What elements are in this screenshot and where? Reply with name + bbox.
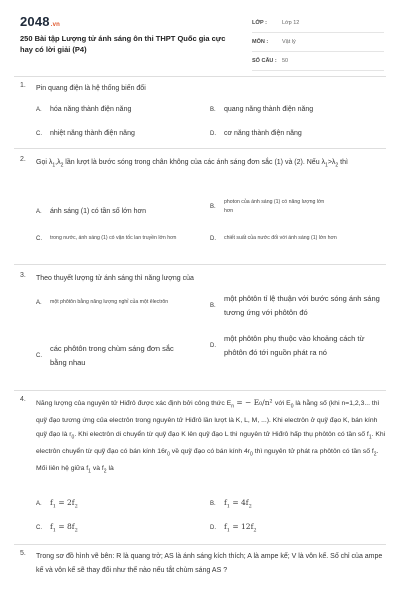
option-letter: C. xyxy=(36,353,42,359)
option-letter: C. xyxy=(36,130,42,137)
option-d[interactable] xyxy=(210,332,386,360)
divider xyxy=(14,76,386,77)
option-c[interactable] xyxy=(36,234,208,243)
option-b[interactable] xyxy=(210,104,313,115)
option-c[interactable] xyxy=(36,342,208,370)
meta-value: 50 xyxy=(282,58,289,64)
logo-suffix: .vn xyxy=(50,22,61,28)
question-4 xyxy=(20,396,388,479)
question-1 xyxy=(20,82,388,97)
option-formula: $f_1 = 8f_2$ xyxy=(50,522,78,534)
option-a[interactable] xyxy=(36,298,208,307)
option-text: nhiệt năng thành điện năng xyxy=(50,130,135,137)
divider xyxy=(14,390,386,391)
option-letter: A. xyxy=(36,208,42,215)
meta-label: SỐ CÂU : xyxy=(252,58,277,64)
document-header xyxy=(0,0,400,76)
option-d[interactable] xyxy=(210,522,257,534)
option-letter: D. xyxy=(210,235,216,242)
option-letter: C. xyxy=(36,524,42,531)
divider xyxy=(14,148,386,149)
option-letter: C. xyxy=(36,235,42,242)
option-letter: B. xyxy=(210,303,216,309)
question-1-options xyxy=(36,104,386,144)
option-formula: $f_1 = 2f_2$ xyxy=(50,498,78,510)
meta-label: LỚP : xyxy=(252,20,267,26)
option-letter: B. xyxy=(210,500,216,507)
question-text: Pin quang điện là hệ thống biến đổi xyxy=(36,85,146,92)
option-text: ánh sáng (1) có tần số lớn hơn xyxy=(50,208,146,215)
question-number: 2. xyxy=(20,156,26,163)
option-formula: $f_1 = 12f_2$ xyxy=(224,522,257,534)
question-5 xyxy=(20,550,388,577)
option-letter: A. xyxy=(36,500,42,507)
meta-row-question-count xyxy=(252,52,384,71)
energy-formula: = − E₀/n² xyxy=(233,398,275,407)
question-3 xyxy=(20,272,388,287)
question-number: 5. xyxy=(20,550,26,557)
option-a[interactable] xyxy=(36,104,131,115)
option-d[interactable] xyxy=(210,234,386,243)
option-letter: D. xyxy=(210,343,216,349)
option-d[interactable] xyxy=(210,128,302,139)
question-number: 1. xyxy=(20,82,26,89)
meta-label: MÔN : xyxy=(252,39,269,45)
question-text: Gọi $\lambda_1,\lambda_2$ lần lượt là bước sóng trong chân không của các ánh sáng đơn sắc (1) và (2). Nếu $\lambda_1>\lambda_2$ thì xyxy=(36,159,348,169)
question-text: Năng lượng của nguyên tử Hiđrô được xác định bởi công thức $E_n$ = − E₀/n² với $E_0$ là hằng số (khi n=1,2,3... thì quỹ đạo tương ứng của electrôn trong nguyên tử Hiđrô lần lượt là K, L, M, ...). Khi electrôn ở quỹ đạo K, bán kính quỹ đạo là $r_0$. Khi electrôn di chuyển từ quỹ đạo K lên quỹ đạo L thì nguyên tử Hiđrô hấp thụ phôtôn có tần số $f_1$. Khi electrôn chuyển từ quỹ đạo có bán kính $16r_0$ về quỹ đạo có bán kính $4r_0$ thì nguyên tử phát ra phôtôn có tần số $f_2$. Mối liên hệ giữa $f_1$ và $f_2$ là xyxy=(36,398,386,475)
document-meta xyxy=(252,14,384,71)
divider xyxy=(14,544,386,545)
question-number: 3. xyxy=(20,272,26,279)
question-text: Trong sơ đồ hình vẽ bên: R là quang trở; AS là ánh sáng kích thích; A là ampe kế; V là vôn kế. Số chỉ của ampe kế và vôn kế sẽ thay đổi như thế nào nếu tắt chùm sáng AS ? xyxy=(36,553,383,574)
option-text: một phôtôn phụ thuộc vào khoảng cách từ phôtôn đó tới nguồn phát ra nó xyxy=(224,334,365,357)
question-3-options xyxy=(36,292,386,382)
question-4-options xyxy=(36,498,386,538)
divider xyxy=(14,264,386,265)
meta-row-class xyxy=(252,14,384,33)
question-number: 4. xyxy=(20,396,26,403)
option-letter: B. xyxy=(210,106,216,113)
site-logo[interactable] xyxy=(20,14,60,29)
meta-value: Lớp 12 xyxy=(282,20,300,26)
option-a[interactable] xyxy=(36,206,146,217)
option-letter: D. xyxy=(210,130,216,137)
option-text: photon của ánh sáng (1) có năng lượng lớn hơn xyxy=(224,199,325,214)
question-text: Theo thuyết lượng tử ánh sáng thì năng lượng của xyxy=(36,275,194,282)
option-letter: B. xyxy=(210,204,216,210)
option-text: trong nước, ánh sáng (1) có vận tốc lan truyền lớn hơn xyxy=(50,235,177,241)
option-text: chiết suất của nước đối với ánh sáng (1) lớn hơn xyxy=(224,235,337,241)
option-letter: D. xyxy=(210,524,216,531)
option-text: một phôtôn tỉ lệ thuận với bước sóng ánh sáng tương ứng với phôtôn đó xyxy=(224,294,380,317)
option-b[interactable] xyxy=(210,198,386,216)
option-letter: A. xyxy=(36,106,42,113)
document-title: 250 Bài tập Lượng tử ánh sáng ôn thi THPT Quốc gia cực hay có lời giải (P4) xyxy=(20,34,226,54)
meta-value: Vật lý xyxy=(282,39,296,45)
option-text: một phôtôn bằng năng lượng nghỉ của một êlectrôn xyxy=(50,299,169,305)
option-text: các phôtôn trong chùm sáng đơn sắc bằng nhau xyxy=(50,344,174,367)
option-text: cơ năng thành điện năng xyxy=(224,130,302,137)
meta-row-subject xyxy=(252,33,384,52)
option-c[interactable] xyxy=(36,522,78,534)
option-formula: $f_1 = 4f_2$ xyxy=(224,498,252,510)
option-text: quang năng thành điện năng xyxy=(224,106,314,113)
option-letter: A. xyxy=(36,299,42,306)
option-b[interactable] xyxy=(210,498,252,510)
option-a[interactable] xyxy=(36,498,78,510)
question-2 xyxy=(20,156,388,173)
logo-text: 2048 xyxy=(20,14,50,29)
option-b[interactable] xyxy=(210,292,386,320)
question-2-options xyxy=(36,198,386,258)
option-c[interactable] xyxy=(36,128,135,139)
option-text: hóa năng thành điện năng xyxy=(50,106,132,113)
